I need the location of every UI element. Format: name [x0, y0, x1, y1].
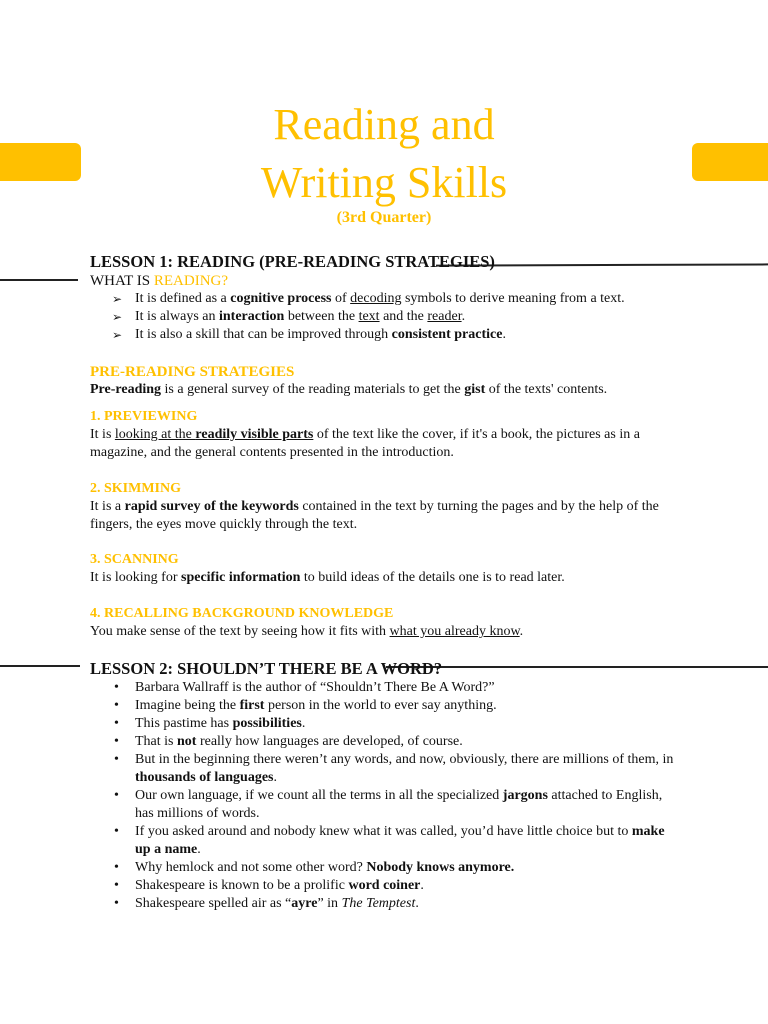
- lesson1-heading: LESSON 1: READING (PRE-READING STRATEGIES): [90, 252, 495, 271]
- recalling-text: You make sense of the text by seeing how it fits with what you already know.: [90, 624, 524, 639]
- scanning-heading: 3. SCANNING: [90, 552, 179, 567]
- title-line-2: Writing Skills: [260, 158, 508, 207]
- reading-definition-list: [90, 290, 680, 344]
- skimming-section: [90, 480, 680, 534]
- list-item: ➢ It is defined as a cognitive process of decoding symbols to derive meaning from a text.: [90, 290, 680, 308]
- title-line-1: Reading and: [273, 100, 495, 149]
- recalling-heading: 4. RECALLING BACKGROUND KNOWLEDGE: [90, 606, 394, 621]
- scanning-section: [90, 551, 680, 587]
- lesson2-heading: LESSON 2: SHOULDN’T THERE BE A WORD?: [90, 659, 443, 678]
- list-item: • Barbara Wallraff is the author of “Shouldn’t There Be A Word?”: [90, 679, 680, 697]
- previewing-heading: 1. PREVIEWING: [90, 409, 198, 424]
- scanning-text: It is looking for specific information to build ideas of the details one is to read later.: [90, 570, 565, 585]
- lesson2-points-list: [90, 679, 680, 913]
- pre-reading-intro: Pre-reading is a general survey of the reading materials to get the gist of the texts' contents.: [90, 382, 608, 397]
- list-item: • This pastime has possibilities.: [90, 715, 680, 733]
- pre-reading-section: [90, 363, 680, 399]
- skimming-text: It is a rapid survey of the keywords contained in the text by turning the pages and by the help of the fingers, the eyes move quickly through the text.: [90, 499, 659, 532]
- list-item: • If you asked around and nobody knew what it was called, you’d have little choice but to make up a name.: [90, 823, 680, 859]
- skimming-heading: 2. SKIMMING: [90, 481, 181, 496]
- lesson1-section: [90, 252, 680, 344]
- what-is-heading: [90, 272, 680, 290]
- previewing-section: [90, 408, 680, 462]
- divider-left-lesson2: [0, 665, 80, 667]
- list-item: • That is not really how languages are developed, of course.: [90, 733, 680, 751]
- pre-reading-heading: PRE-READING STRATEGIES: [90, 364, 295, 380]
- document-title: [0, 96, 768, 212]
- list-item: • Imagine being the first person in the world to ever say anything.: [90, 697, 680, 715]
- what-is-prefix: WHAT IS: [90, 273, 154, 289]
- list-item: • But in the beginning there weren’t any words, and now, obviously, there are millions of them, in thousands of languages.: [90, 751, 680, 787]
- list-item: ➢ It is also a skill that can be improved through consistent practice.: [90, 326, 680, 344]
- recalling-section: [90, 605, 680, 641]
- document-subtitle: (3rd Quarter): [336, 209, 432, 226]
- list-item: • Our own language, if we count all the terms in all the specialized jargons attached to English, has millions of words.: [90, 787, 680, 823]
- list-item: • Shakespeare is known to be a prolific word coiner.: [90, 877, 680, 895]
- lesson2-section: [90, 659, 680, 913]
- divider-left-lesson1: [0, 279, 78, 281]
- previewing-text: It is looking at the readily visible parts of the text like the cover, if it's a book, the pictures as in a magazine, and the general contents presented in the introduction.: [90, 427, 640, 460]
- list-item: • Why hemlock and not some other word? Nobody knows anymore.: [90, 859, 680, 877]
- what-is-keyword: READING?: [153, 273, 229, 289]
- list-item: • Shakespeare spelled air as “ayre” in The Temptest.: [90, 895, 680, 913]
- list-item: ➢ It is always an interaction between the text and the reader.: [90, 308, 680, 326]
